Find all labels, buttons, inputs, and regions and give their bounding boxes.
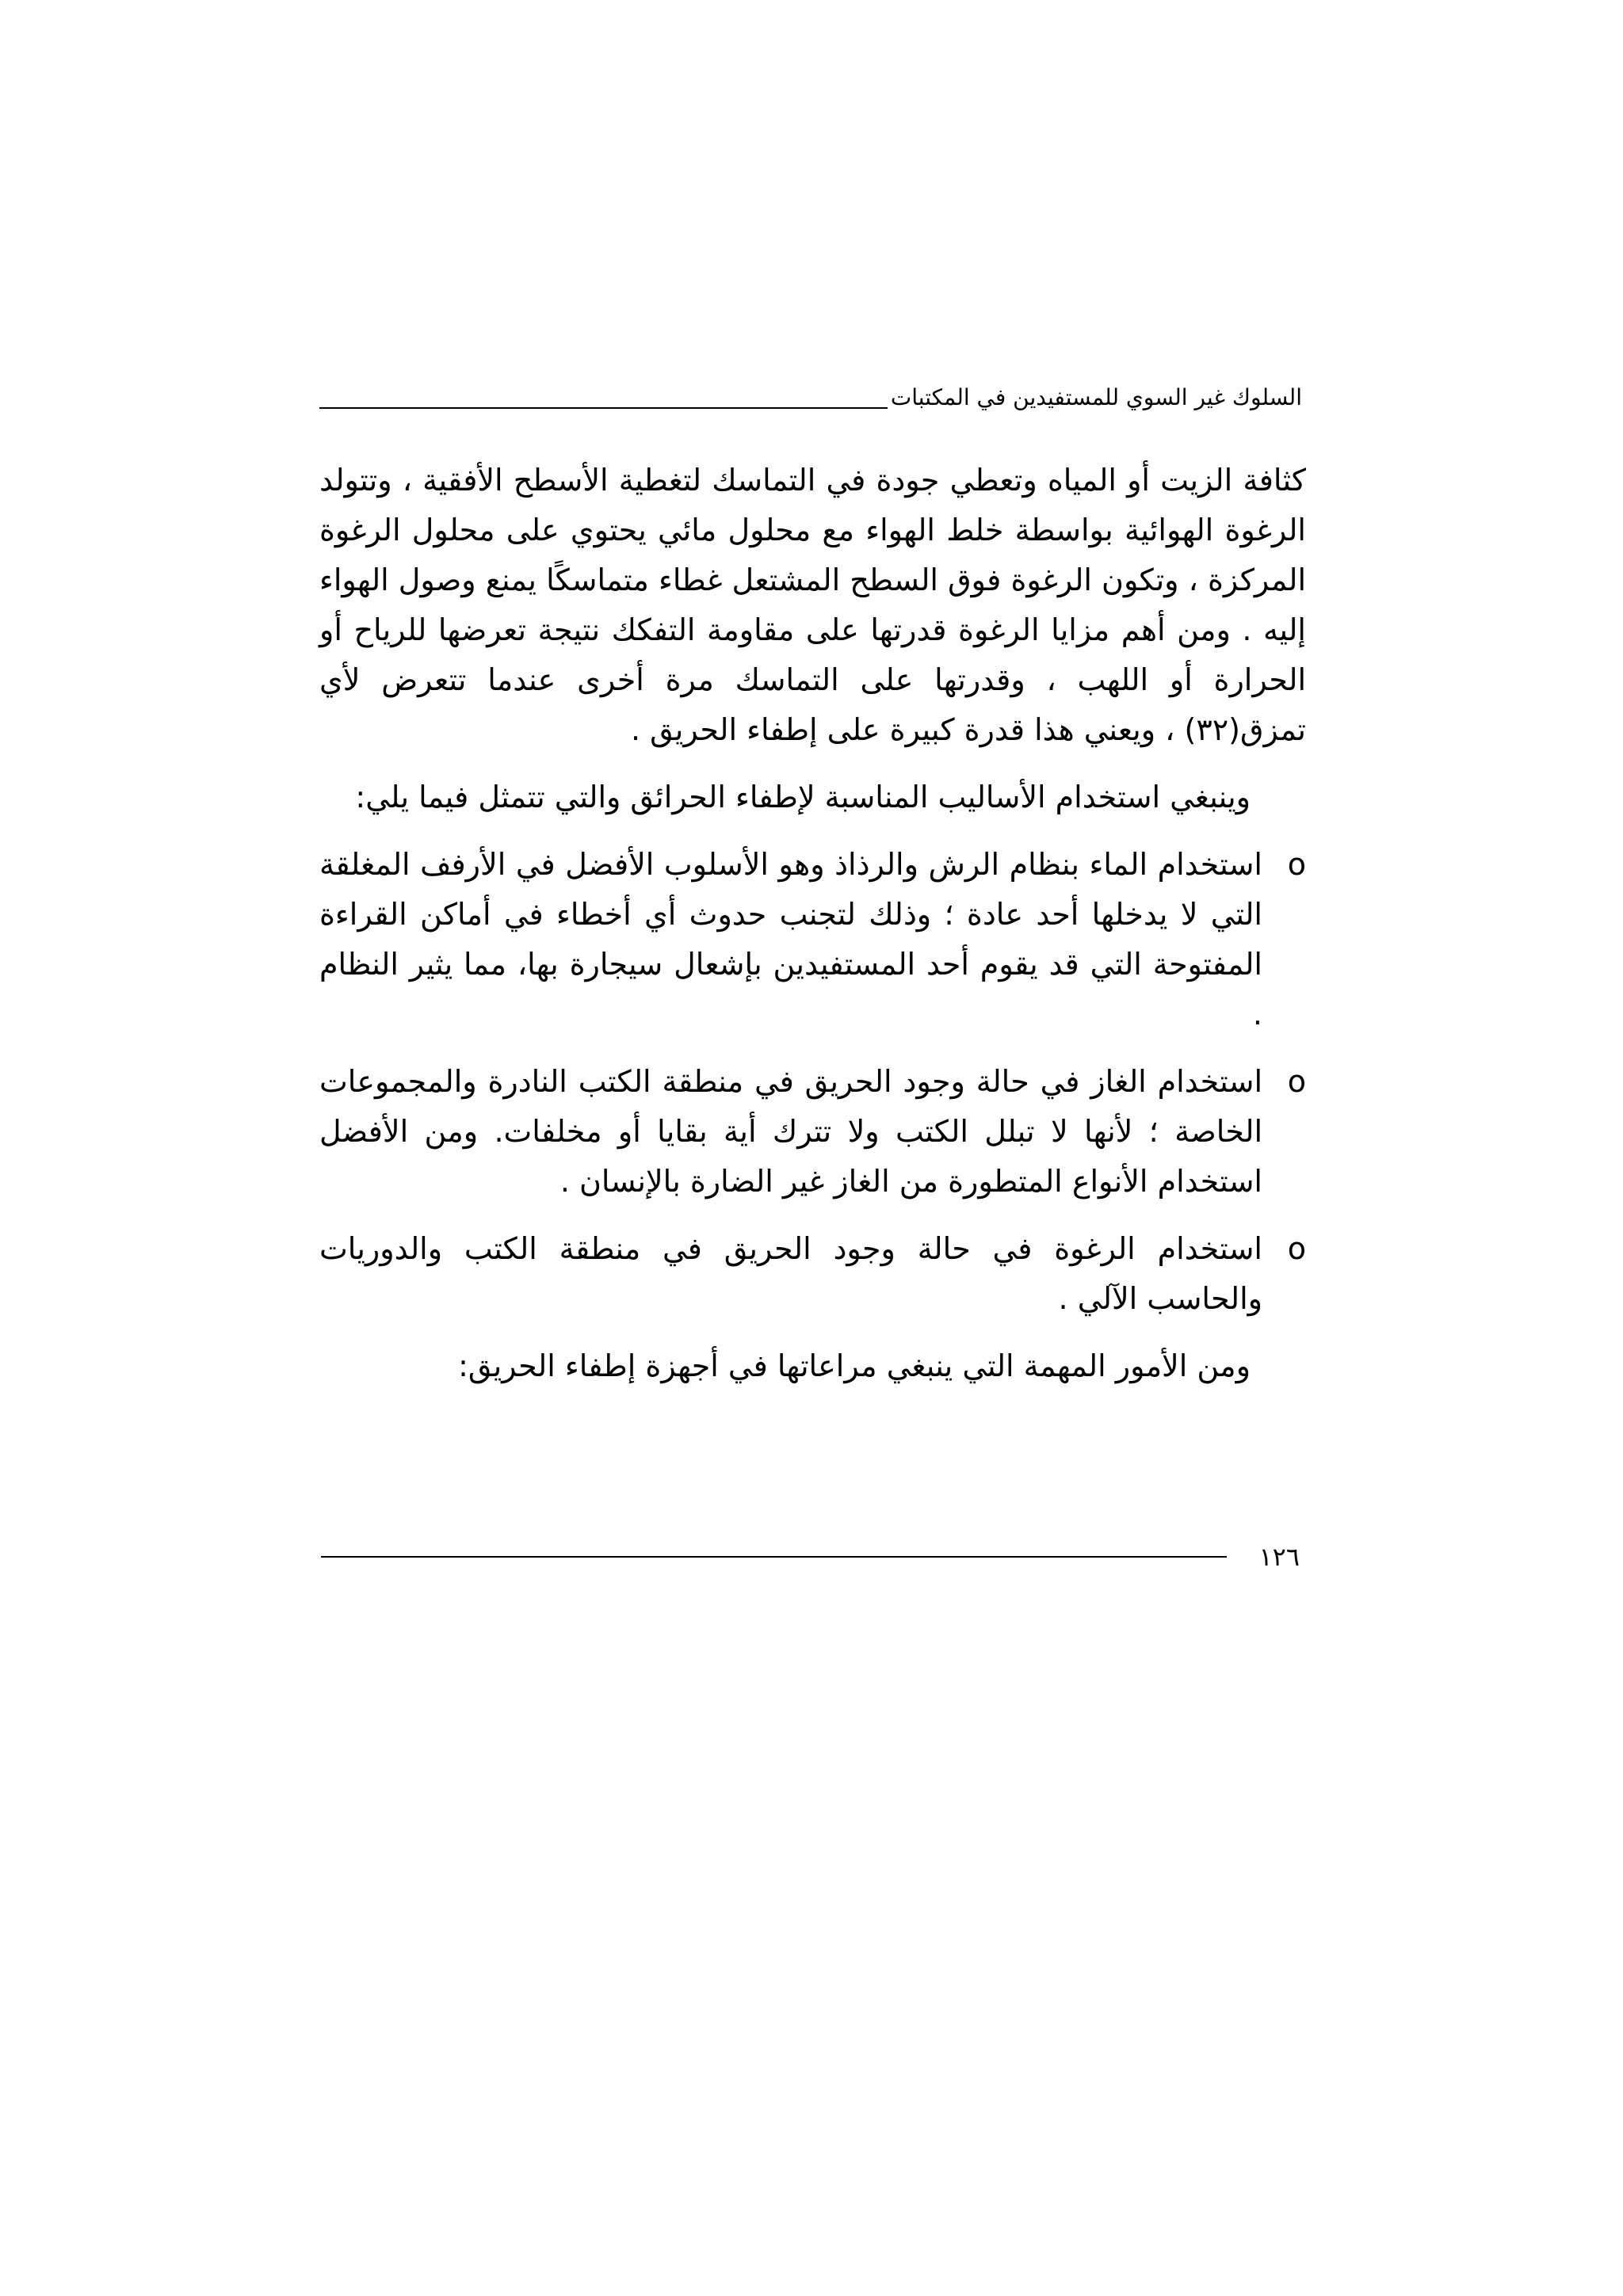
page-number: ١٢٦: [1258, 1542, 1300, 1572]
list-item: [319, 1057, 1306, 1207]
running-header: [319, 372, 1302, 412]
page-footer: [321, 1541, 1300, 1573]
bullet-marker: o: [1287, 1231, 1306, 1266]
running-header-title: السلوك غير السوي للمستفيدين في المكتبات: [890, 384, 1302, 410]
paragraph-extinguishing-methods-intro: وينبغي استخدام الأساليب المناسبة لإطفاء الحرائق والتي تتمثل فيما يلي:: [355, 780, 1251, 814]
body-text: [319, 456, 1306, 1409]
paragraph-foam-properties: كثافة الزيت أو المياه وتعطي جودة في التماسك لتغطية الأسطح الأفقية ، وتتولد الرغوة الهوائية بواسطة خلط الهواء مع محلول مائي يحتوي على محلول الرغوة المركزة ، وتكون الرغوة فوق السطح المشتعل غطاء متماسكًا يمنع وصول الهواء إليه . ومن أهم مزايا الرغوة قدرتها على مقاومة التفكك نتيجة تعرضها للرياح أو الحرارة أو اللهب ، وقدرتها على التماسك مرة أخرى عندما تتعرض لأي تمزق(٣٢) ، ويعني هذا قدرة كبيرة على إطفاء الحريق .: [319, 463, 1306, 747]
header-rule: [319, 407, 888, 409]
paragraph-extinguisher-considerations: ومن الأمور المهمة التي ينبغي مراعاتها في أجهزة إطفاء الحريق:: [458, 1348, 1251, 1383]
list-item: [319, 1224, 1306, 1324]
list-item-text: استخدام الرغوة في حالة وجود الحريق في منطقة الكتب والدوريات والحاسب الآلي .: [319, 1231, 1262, 1316]
bullet-marker: o: [1287, 1064, 1306, 1099]
list-item-text: استخدام الغاز في حالة وجود الحريق في منطقة الكتب النادرة والمجموعات الخاصة ؛ لأنها لا تبلل الكتب ولا تترك أية بقايا أو مخلفات. ومن الأفضل استخدام الأنواع المتطورة من الغاز غير الضارة بالإنسان .: [319, 1064, 1262, 1199]
list-item: [319, 840, 1306, 1039]
extinguishing-methods-list: [319, 840, 1306, 1324]
bullet-marker: o: [1287, 847, 1306, 882]
footer-rule: [321, 1556, 1227, 1558]
list-item-text: استخدام الماء بنظام الرش والرذاذ وهو الأسلوب الأفضل في الأرفف المغلقة التي لا يدخلها أحد عادة ؛ وذلك لتجنب حدوث أي أخطاء في أماكن القراءة المفتوحة التي قد يقوم أحد المستفيدين بإشعال سيجارة بها، مما يثير النظام .: [319, 847, 1262, 1032]
